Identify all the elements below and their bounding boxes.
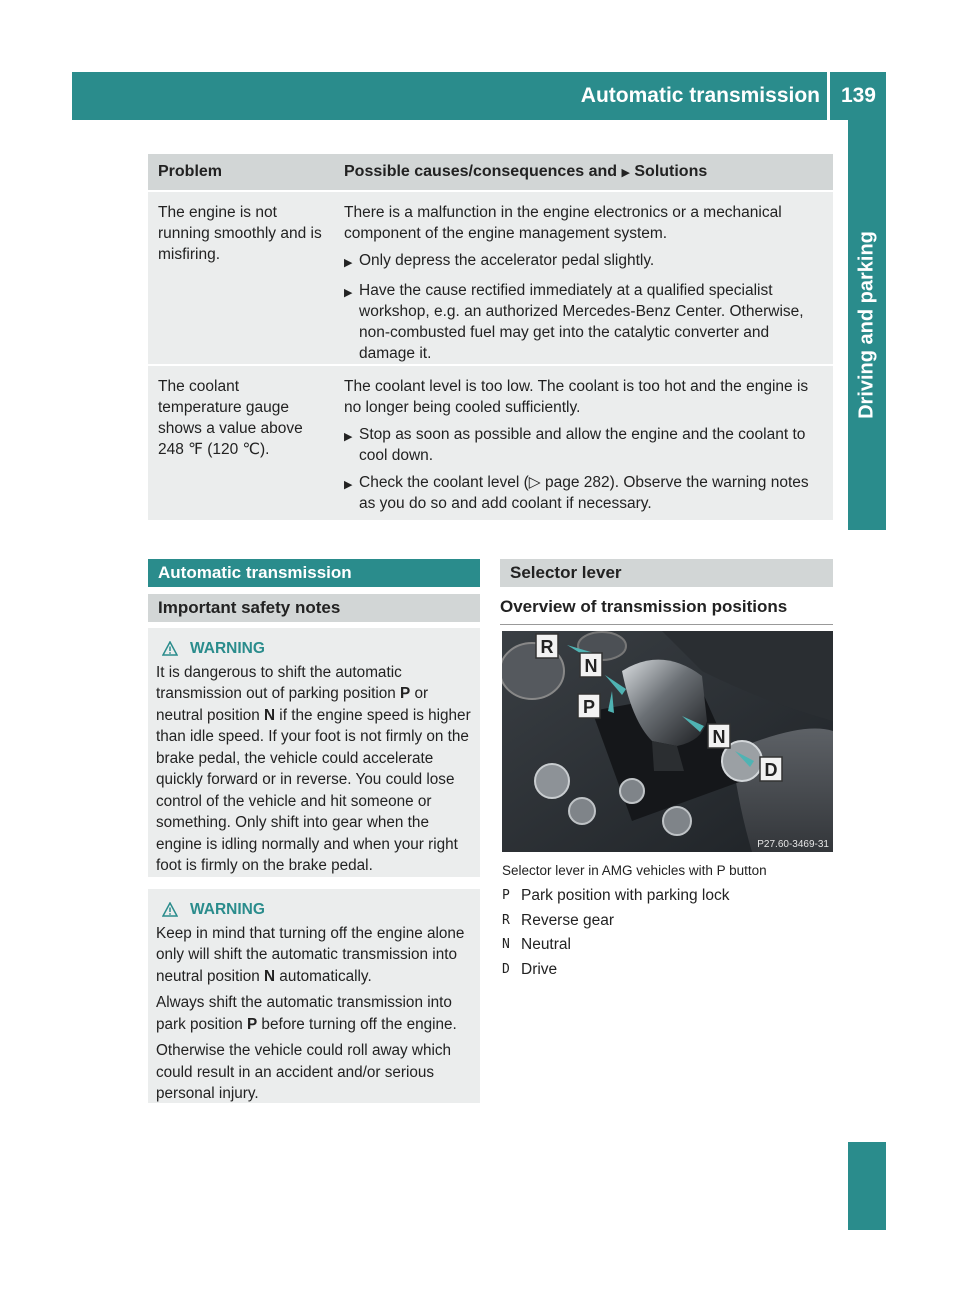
warning-box: [148, 889, 480, 1103]
legend-key: P: [502, 888, 510, 903]
photo-reference-code: P27.60-3469-31: [757, 839, 829, 850]
warning-label: WARNING: [190, 901, 265, 918]
photo-label-r: R: [540, 637, 554, 657]
legend-key: R: [502, 912, 510, 928]
subsection-title-safety-notes: Important safety notes: [148, 594, 480, 622]
photo-label-n-upper: N: [584, 656, 598, 676]
section-title-selector-lever: Selector lever: [500, 559, 833, 587]
table-cell-solution: [336, 366, 833, 520]
table-row: [148, 190, 833, 364]
legend-key: N: [502, 937, 510, 953]
page-number: 139: [840, 84, 876, 107]
table-cell-solution: [336, 192, 833, 364]
list-item: ▶ Have the cause rectified immediately at a qualified specialist workshop, e.g. an authorized Mercedes-Benz Center. Otherwise, non-combusted fuel may get into the catalytic converter and damage it.: [344, 282, 804, 362]
warning-triangle-icon: [162, 641, 178, 656]
page-header: [72, 72, 886, 120]
list-item: [502, 958, 730, 983]
warning-text: Always shift the automatic transmission into park position P before turning off the engine.: [156, 994, 457, 1033]
step-arrow-icon: ▶: [344, 287, 353, 299]
list-item: [502, 933, 730, 958]
side-marker-block: [848, 1142, 886, 1230]
table-cell-problem: The coolant temperature gauge shows a value above 248 ℉ (120 ℃).: [158, 378, 303, 458]
table-header-problem: Problem: [158, 163, 223, 180]
position-legend: [502, 884, 730, 982]
table-header-solutions: Possible causes/consequences and ▶ Solutions: [344, 163, 708, 180]
warning-text: Keep in mind that turning off the engine alone only will shift the automatic transmission into neutral position N automatically.: [156, 924, 465, 985]
step-arrow-icon: ▶: [344, 257, 353, 269]
table-header-row: [148, 154, 833, 190]
chapter-tab: [848, 120, 886, 530]
header-title: Automatic transmission: [580, 84, 820, 107]
table-cell-problem: The engine is not running smoothly and is misfiring.: [158, 204, 322, 263]
selector-lever-illustration: [502, 631, 833, 852]
list-item: [502, 909, 730, 934]
photo-label-p: P: [582, 697, 596, 717]
warning-text: Otherwise the vehicle could roll away which could result in an accident and/or serious personal injury.: [156, 1042, 452, 1102]
legend-label: Reverse gear: [521, 911, 615, 929]
warning-heading: [156, 899, 472, 921]
list-item: ▶ Check the coolant level (▷ page 282). Observe the warning notes as you do so and add coolant if necessary.: [344, 474, 809, 512]
warning-heading: [156, 638, 472, 660]
subheading-transmission-positions: Overview of transmission positions: [500, 597, 833, 625]
section-title-automatic-transmission: Automatic transmission: [148, 559, 480, 587]
legend-label: Drive: [521, 960, 558, 978]
warning-triangle-icon: [162, 902, 178, 917]
header-separator: [827, 72, 830, 120]
warning-box: [148, 628, 480, 877]
photo-label-d: D: [764, 760, 778, 780]
troubleshooting-table: [148, 154, 833, 520]
warning-text: It is dangerous to shift the automatic transmission out of parking position P or neutral position N if the engine speed is higher than idle speed. If your foot is not firmly on the brake pedal, the vehicle could accelerate quickly forward or in reverse. You could lose control of the vehicle and hit someone or something. Only shift into gear when the engine is idling normally and when your right foot is firmly on the brake pedal.: [156, 663, 471, 874]
list-item: ▶ Stop as soon as possible and allow the engine and the coolant to cool down.: [344, 426, 806, 464]
table-row: [148, 364, 833, 520]
photo-caption: Selector lever in AMG vehicles with P button: [502, 863, 767, 878]
list-item: ▶ Only depress the accelerator pedal slightly.: [344, 250, 827, 274]
list-item: [502, 884, 730, 909]
cause-text: There is a malfunction in the engine electronics or a mechanical component of the engine management system.: [344, 204, 782, 242]
legend-key: D: [502, 961, 510, 977]
step-arrow-icon: ▶: [344, 479, 353, 491]
legend-label: Park position with parking lock: [521, 887, 730, 904]
cause-text: The coolant level is too low. The coolant is too hot and the engine is no longer being cooled sufficiently.: [344, 378, 809, 416]
warning-label: WARNING: [190, 640, 265, 657]
chapter-tab-label: Driving and parking: [855, 231, 878, 419]
photo-label-n-lower: N: [712, 727, 726, 747]
solution-arrow-icon: ▶: [621, 167, 630, 179]
selector-lever-photo: [502, 631, 833, 852]
legend-label: Neutral: [521, 936, 571, 954]
step-arrow-icon: ▶: [344, 431, 353, 443]
